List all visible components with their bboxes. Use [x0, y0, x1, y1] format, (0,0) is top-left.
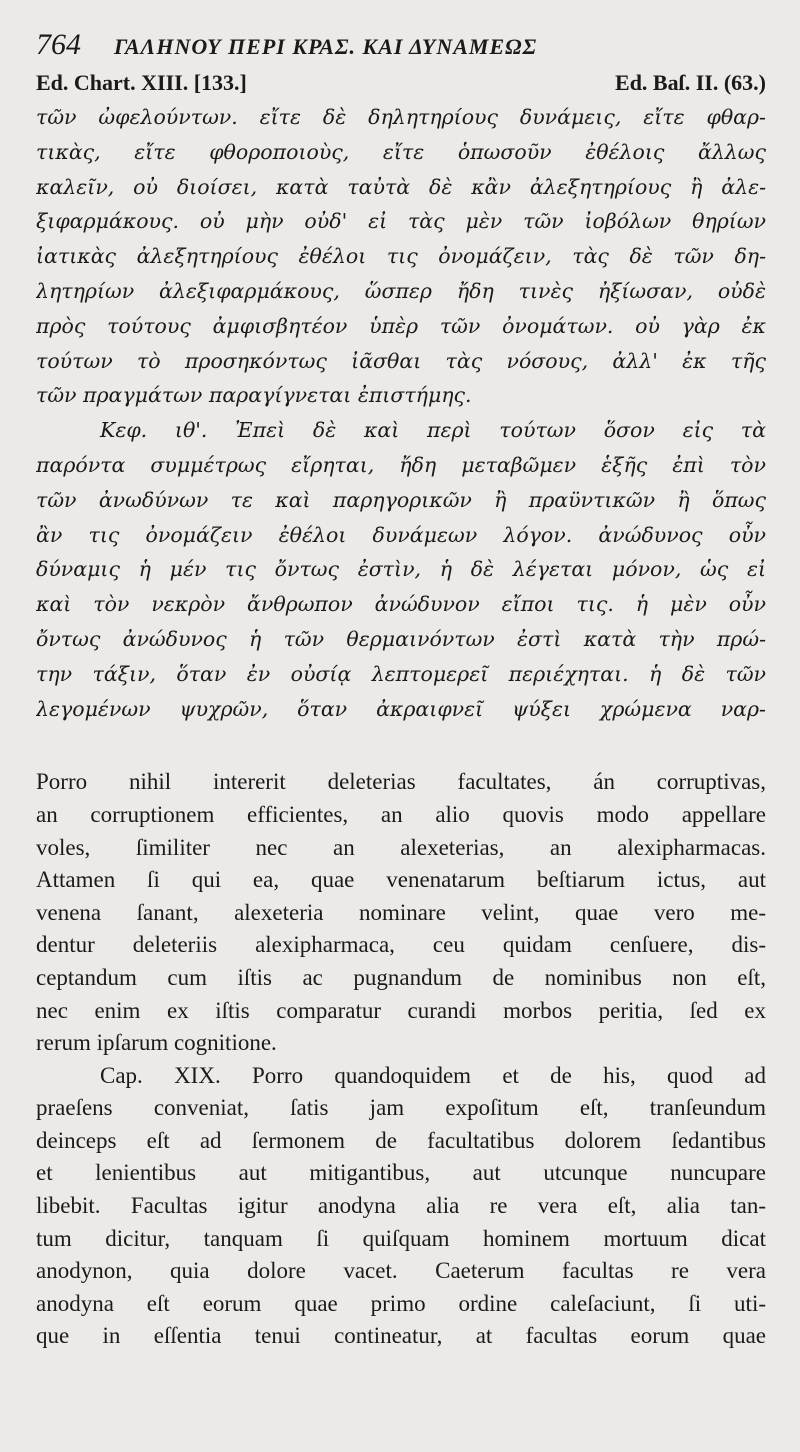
latin-line: Porro nihil intererit deleterias facultates, án corruptivas,	[36, 769, 766, 795]
running-head	[36, 28, 766, 62]
greek-line: τῶν ὠφελούντων. εἴτε δὲ δηλητηρίους δυνάμεις, εἴτε φθαρ-	[36, 105, 766, 129]
greek-line: πρὸς τούτους ἀμφισβητέον ὑπὲρ τῶν ὀνομάτων. οὐ γὰρ ἐκ	[36, 313, 766, 338]
latin-chapter-heading-line: Cap. XIX. Porro quandoquidem et de his, quod ad	[100, 1062, 766, 1088]
page-number: 764	[36, 28, 81, 61]
greek-line: ἂν τις ὀνομάζειν ἐθέλοι δυνάμεων λόγον. ἀνώδυνος οὖν	[36, 522, 766, 547]
running-title: ΓΑΛΗΝΟΥ ΠΕΡΙ ΚΡΑΣ. ΚΑΙ ΔΥΝΑΜΕΩΣ	[114, 34, 538, 59]
greek-line: τῶν πραγμάτων παραγίγνεται ἐπιστήμης.	[36, 383, 472, 408]
latin-line: Attamen ſi qui ea, quae venenatarum beſtiarum ictus, aut	[36, 867, 766, 893]
greek-line: ὄντως ἀνώδυνος ἡ τῶν θερμαινόντων ἐστὶ κατὰ τὴν πρώ-	[36, 626, 766, 651]
latin-line: rerum ipſarum cognitione.	[36, 1030, 277, 1056]
edition-basel-reference: Ed. Baſ. II. (63.)	[615, 70, 766, 95]
latin-line: deinceps eſt ad ſermonem de facultatibus dolorem ſedantibus	[36, 1127, 766, 1153]
greek-text-block	[36, 100, 766, 726]
greek-line: τῶν ἀνωδύνων τε καὶ παρηγορικῶν ἢ πραϋντικῶν ἢ ὅπως	[36, 487, 766, 512]
latin-text-block	[36, 766, 766, 1353]
latin-line: an corruptionem efficientes, an alio quovis modo appellare	[36, 801, 766, 827]
greek-line: λητηρίων ἀλεξιφαρμάκους, ὥσπερ ἤδη τινὲς ἠξίωσαν, οὐδὲ	[36, 278, 766, 303]
greek-line: ξιφαρμάκους. οὐ μὴν οὐδ' εἰ τὰς μὲν τῶν ἰοβόλων θηρίων	[36, 209, 766, 234]
greek-line: ἰατικὰς ἀλεξητηρίους ἐθέλοι τις ὀνομάζειν, τὰς δὲ τῶν δη-	[36, 244, 766, 269]
latin-line: tum dicitur, tanquam ſi quiſquam hominem mortuum dicat	[36, 1225, 766, 1251]
latin-line: dentur deleteriis alexipharmaca, ceu quidam cenſuere, dis-	[36, 932, 766, 958]
edition-reference-line	[36, 70, 766, 96]
latin-line: nec enim ex iſtis comparatur curandi morbos peritia, ſed ex	[36, 997, 766, 1023]
edition-chart-reference: Ed. Chart. XIII. [133.]	[36, 70, 247, 95]
greek-line: δύναμις ἡ μέν τις ὄντως ἐστὶν, ἡ δὲ λέγεται μόνον, ὡς εἰ	[36, 557, 766, 582]
latin-line: anodyna eſt eorum quae primo ordine caleſaciunt, ſi uti-	[36, 1290, 766, 1316]
greek-line: καὶ τὸν νεκρὸν ἄνθρωπον ἀνώδυνον εἴποι τις. ἡ μὲν οὖν	[36, 592, 766, 617]
latin-line: praeſens conveniat, ſatis jam expoſitum eſt, tranſeundum	[36, 1095, 766, 1121]
latin-line: voles, ſimiliter nec an alexeterias, an alexipharmacas.	[36, 834, 766, 860]
latin-line: ceptandum cum iſtis ac pugnandum de nominibus non eſt,	[36, 964, 766, 990]
greek-line: παρόντα συμμέτρως εἴρηται, ἤδη μεταβῶμεν ἑξῆς ἐπὶ τὸν	[36, 452, 766, 477]
greek-line: τούτων τὸ προσηκόντως ἰᾶσθαι τὰς νόσους, ἀλλ' ἐκ τῆς	[36, 348, 766, 373]
latin-line: que in eſſentia tenui contineatur, at facultas eorum quae	[36, 1323, 766, 1349]
greek-chapter-heading-line: Κεφ. ιθ'. Ἐπεὶ δὲ καὶ περὶ τούτων ὅσον εἰς τὰ	[100, 418, 766, 443]
latin-line: venena ſanant, alexeteria nominare velint, quae vero me-	[36, 899, 766, 925]
greek-line: την τάξιν, ὅταν ἐν οὐσίᾳ λεπτομερεῖ περιέχηται. ἡ δὲ τῶν	[36, 661, 766, 686]
greek-line: τικὰς, εἴτε φθοροποιοὺς, εἴτε ὁπωσοῦν ἐθέλοις ἄλλως	[36, 139, 766, 164]
greek-line: καλεῖν, οὐ διοίσει, κατὰ ταὐτὰ δὲ κἂν ἀλεξητηρίους ἢ ἀλε-	[36, 174, 766, 199]
latin-line: et lenientibus aut mitigantibus, aut utcunque nuncupare	[36, 1160, 766, 1186]
latin-line: anodynon, quia dolore vacet. Caeterum facultas re vera	[36, 1258, 766, 1284]
latin-line: libebit. Facultas igitur anodyna alia re vera eſt, alia tan-	[36, 1193, 766, 1219]
greek-line: λεγομένων ψυχρῶν, ὅταν ἀκραιφνεῖ ψύξει χρώμενα ναρ-	[36, 696, 766, 721]
